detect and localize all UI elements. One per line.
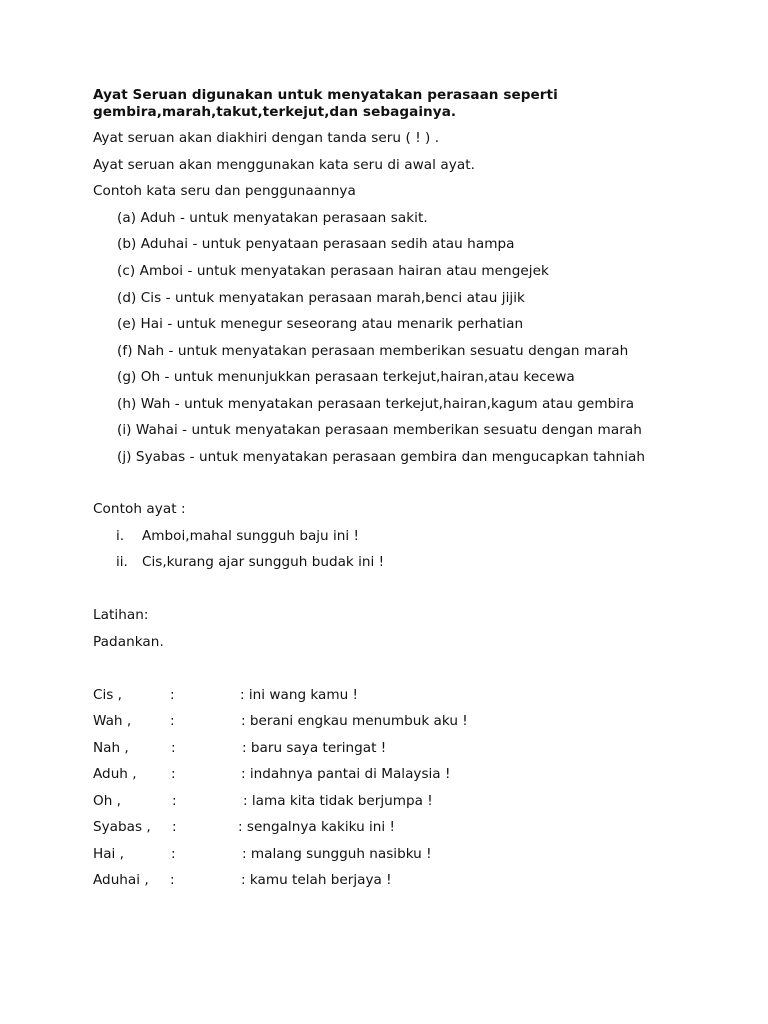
match-colon: : [171, 846, 176, 862]
match-word: Syabas , [93, 819, 151, 835]
heading-line-2: gembira,marah,takut,terkejut,dan sebagainya. [93, 104, 457, 120]
match-word: Oh , [93, 793, 121, 809]
match-answer: : malang sungguh nasibku ! [242, 846, 432, 862]
match-colon: : [172, 819, 177, 835]
kata-seru-item: (d) Cis - untuk menyatakan perasaan marah,benci atau jijik [117, 290, 525, 306]
example-sentence: Cis,kurang ajar sungguh budak ini ! [142, 554, 385, 570]
example-number: ii. [116, 554, 128, 570]
kata-seru-item: (g) Oh - untuk menunjukkan perasaan terkejut,hairan,atau kecewa [117, 369, 575, 385]
match-word: Wah , [93, 713, 132, 729]
match-word: Aduhai , [93, 872, 149, 888]
intro-line-1: Ayat seruan akan diakhiri dengan tanda seru ( ! ) . [93, 130, 440, 146]
kata-seru-item: (i) Wahai - untuk menyatakan perasaan memberikan sesuatu dengan marah [117, 422, 642, 438]
match-answer: : sengalnya kakiku ini ! [238, 819, 395, 835]
match-answer: : ini wang kamu ! [240, 687, 358, 703]
match-word: Nah , [93, 740, 129, 756]
heading-line-1: Ayat Seruan digunakan untuk menyatakan perasaan seperti [93, 87, 558, 103]
match-colon: : [172, 793, 177, 809]
match-word: Cis , [93, 687, 122, 703]
match-answer: : baru saya teringat ! [242, 740, 387, 756]
match-colon: : [170, 872, 175, 888]
kata-seru-item: (f) Nah - untuk menyatakan perasaan memberikan sesuatu dengan marah [117, 343, 629, 359]
kata-seru-item: (j) Syabas - untuk menyatakan perasaan gembira dan mengucapkan tahniah [117, 449, 646, 465]
kata-seru-item: (c) Amboi - untuk menyatakan perasaan hairan atau mengejek [117, 263, 549, 279]
kata-seru-item: (a) Aduh - untuk menyatakan perasaan sakit. [117, 210, 428, 226]
kata-seru-item: (e) Hai - untuk menegur seseorang atau menarik perhatian [117, 316, 524, 332]
match-word: Hai , [93, 846, 124, 862]
latihan-label: Latihan: [93, 607, 149, 623]
intro-line-3: Contoh kata seru dan penggunaannya [93, 183, 356, 199]
latihan-instruction: Padankan. [93, 634, 164, 650]
match-word: Aduh , [93, 766, 137, 782]
match-colon: : [171, 740, 176, 756]
kata-seru-item: (h) Wah - untuk menyatakan perasaan terkejut,hairan,kagum atau gembira [117, 396, 635, 412]
kata-seru-item: (b) Aduhai - untuk penyataan perasaan sedih atau hampa [117, 236, 515, 252]
match-answer: : kamu telah berjaya ! [241, 872, 392, 888]
example-number: i. [116, 528, 125, 544]
contoh-ayat-label: Contoh ayat : [93, 501, 186, 517]
match-colon: : [170, 713, 175, 729]
match-answer: : berani engkau menumbuk aku ! [241, 713, 468, 729]
match-answer: : lama kita tidak berjumpa ! [243, 793, 433, 809]
intro-line-2: Ayat seruan akan menggunakan kata seru di awal ayat. [93, 157, 475, 173]
example-sentence: Amboi,mahal sungguh baju ini ! [142, 528, 359, 544]
match-colon: : [170, 687, 175, 703]
match-colon: : [171, 766, 176, 782]
match-answer: : indahnya pantai di Malaysia ! [241, 766, 451, 782]
